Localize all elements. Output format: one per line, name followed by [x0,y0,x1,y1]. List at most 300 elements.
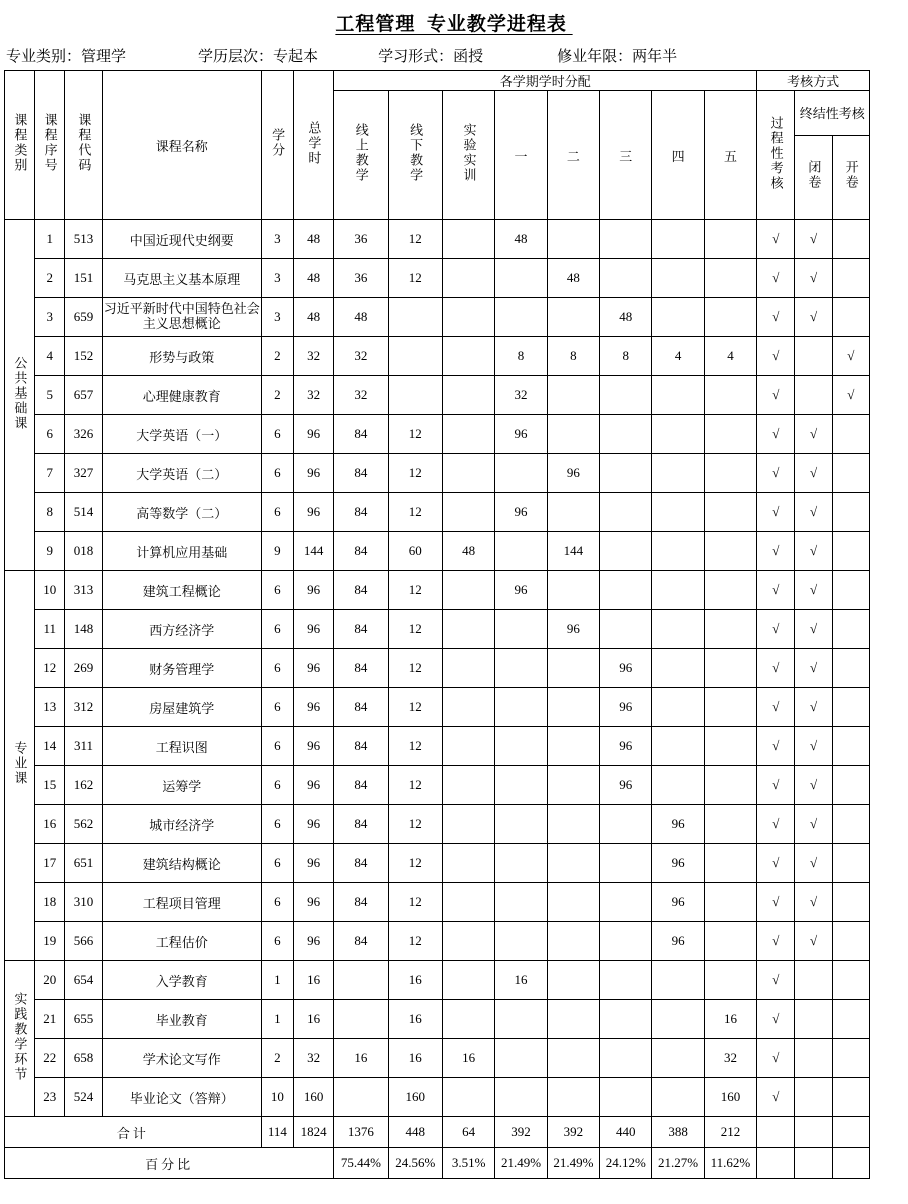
table-row [5,376,870,415]
cell-term-1 [495,844,547,883]
cell-term-5 [704,376,756,415]
cell-term-3 [600,961,652,1000]
cell-online-hours: 32 [334,376,388,415]
cell-open-book [832,844,869,883]
cell-course-no: 7 [35,454,65,493]
cell-term-3 [600,883,652,922]
percent-exp: 3.51% [442,1148,494,1179]
cell-experiment-hours [442,922,494,961]
cell-process-assessment: √ [757,1078,795,1117]
cell-online-hours: 16 [334,1039,388,1078]
cell-term-3 [600,1078,652,1117]
cell-term-3: 96 [600,649,652,688]
table-row [5,532,870,571]
cell-course-code: 659 [65,298,102,337]
cell-credits: 6 [261,688,293,727]
cell-term-4 [652,610,704,649]
cell-term-3 [600,922,652,961]
cell-credits: 6 [261,922,293,961]
percent-row [5,1148,870,1179]
cell-online-hours [334,961,388,1000]
cell-term-4 [652,727,704,766]
cell-term-2: 8 [547,337,599,376]
category-practice [5,961,35,1117]
cell-credits: 2 [261,337,293,376]
cell-term-1 [495,649,547,688]
cell-course-name: 学术论文写作 [102,1039,261,1078]
cell-term-1: 32 [495,376,547,415]
cell-course-code: 513 [65,220,102,259]
cell-offline-hours: 12 [388,454,442,493]
cell-open-book [832,1000,869,1039]
cell-offline-hours: 16 [388,961,442,1000]
cell-total-hours: 32 [293,1039,333,1078]
cell-online-hours: 84 [334,805,388,844]
header-experiment-text: 实验实训 [461,123,477,183]
table-row [5,688,870,727]
cell-experiment-hours [442,454,494,493]
cell-course-no: 14 [35,727,65,766]
header-course-code-text: 课程代码 [76,113,92,173]
cell-term-3 [600,220,652,259]
cell-term-2 [547,415,599,454]
cell-term-2: 144 [547,532,599,571]
cell-course-name: 习近平新时代中国特色社会主义思想概论 [102,298,261,337]
header-row-1 [5,71,870,91]
cell-term-3 [600,415,652,454]
cell-process-assessment: √ [757,688,795,727]
cell-closed-book: √ [795,298,832,337]
cell-process-assessment: √ [757,532,795,571]
header-closed-book [795,135,832,220]
cell-term-1 [495,805,547,844]
cell-process-assessment: √ [757,376,795,415]
page-title: 工程管理 专业教学进程表 [335,13,573,35]
cell-experiment-hours [442,337,494,376]
cell-term-3 [600,805,652,844]
percent-t1: 21.49% [495,1148,547,1179]
cell-open-book [832,220,869,259]
header-assessment-group: 考核方式 [757,71,870,91]
cell-total-hours: 96 [293,649,333,688]
cell-experiment-hours [442,844,494,883]
cell-term-5 [704,220,756,259]
header-term-1: 一 [495,91,547,220]
cell-total-hours: 96 [293,766,333,805]
cell-term-3 [600,493,652,532]
cell-term-2 [547,298,599,337]
level-value: 专起本 [273,48,319,65]
cell-term-3 [600,844,652,883]
cell-course-code: 327 [65,454,102,493]
cell-closed-book: √ [795,454,832,493]
cell-offline-hours: 12 [388,220,442,259]
cell-closed-book: √ [795,922,832,961]
cell-process-assessment: √ [757,1000,795,1039]
cell-experiment-hours [442,415,494,454]
cell-term-4: 4 [652,337,704,376]
cell-online-hours: 32 [334,337,388,376]
cell-course-name: 中国近现代史纲要 [102,220,261,259]
cell-open-book [832,454,869,493]
cell-process-assessment: √ [757,571,795,610]
cell-course-no: 20 [35,961,65,1000]
cell-total-hours: 96 [293,844,333,883]
cell-total-hours: 96 [293,415,333,454]
cell-credits: 6 [261,805,293,844]
cell-course-name: 工程项目管理 [102,883,261,922]
summary-t3: 440 [600,1117,652,1148]
cell-closed-book [795,1078,832,1117]
cell-term-5 [704,961,756,1000]
cell-term-2 [547,493,599,532]
summary-online: 1376 [334,1117,388,1148]
cell-online-hours: 84 [334,688,388,727]
cell-total-hours: 96 [293,805,333,844]
cell-term-2 [547,766,599,805]
cell-total-hours: 96 [293,688,333,727]
cell-offline-hours: 12 [388,922,442,961]
cell-open-book [832,805,869,844]
header-course-name: 课程名称 [102,71,261,220]
cell-process-assessment: √ [757,220,795,259]
cell-process-assessment: √ [757,961,795,1000]
cell-term-5: 4 [704,337,756,376]
cell-course-no: 18 [35,883,65,922]
cell-experiment-hours [442,805,494,844]
cell-course-name: 财务管理学 [102,649,261,688]
cell-course-no: 22 [35,1039,65,1078]
cell-credits: 1 [261,961,293,1000]
cell-course-no: 17 [35,844,65,883]
cell-total-hours: 16 [293,961,333,1000]
cell-offline-hours: 60 [388,532,442,571]
cell-course-code: 562 [65,805,102,844]
percent-offline: 24.56% [388,1148,442,1179]
cell-course-name: 城市经济学 [102,805,261,844]
cell-total-hours: 96 [293,922,333,961]
header-online-teaching [334,91,388,220]
cell-term-3: 8 [600,337,652,376]
cell-term-5 [704,727,756,766]
cell-term-2 [547,220,599,259]
cell-term-3 [600,610,652,649]
cell-closed-book [795,337,832,376]
cell-course-name: 形势与政策 [102,337,261,376]
cell-process-assessment: √ [757,727,795,766]
cell-course-name: 毕业教育 [102,1000,261,1039]
cell-term-2 [547,727,599,766]
cell-offline-hours: 16 [388,1000,442,1039]
cell-course-code: 311 [65,727,102,766]
header-course-no [35,71,65,220]
table-row [5,922,870,961]
cell-term-2: 48 [547,259,599,298]
cell-credits: 6 [261,454,293,493]
table-row [5,649,870,688]
cell-total-hours: 16 [293,1000,333,1039]
cell-closed-book: √ [795,493,832,532]
cell-total-hours: 96 [293,727,333,766]
cell-term-3: 96 [600,688,652,727]
cell-term-2 [547,571,599,610]
cell-term-1: 16 [495,961,547,1000]
table-row [5,454,870,493]
cell-term-5 [704,298,756,337]
table-row [5,1039,870,1078]
cell-term-2 [547,1078,599,1117]
cell-term-1 [495,1078,547,1117]
summary-t2: 392 [547,1117,599,1148]
cell-closed-book: √ [795,220,832,259]
header-term-group: 各学期学时分配 [334,71,757,91]
cell-term-4 [652,376,704,415]
cell-open-book [832,727,869,766]
cell-term-5 [704,571,756,610]
cell-closed-book: √ [795,727,832,766]
title-row [0,0,908,40]
cell-course-name: 建筑结构概论 [102,844,261,883]
cell-term-5 [704,922,756,961]
cell-online-hours: 84 [334,883,388,922]
cell-offline-hours [388,298,442,337]
summary-t5: 212 [704,1117,756,1148]
cell-course-name: 大学英语（一） [102,415,261,454]
cell-term-4: 96 [652,883,704,922]
summary-closed-book [795,1117,832,1148]
summary-exp: 64 [442,1117,494,1148]
cell-closed-book [795,1039,832,1078]
cell-online-hours: 84 [334,532,388,571]
header-open-book [832,135,869,220]
cell-course-no: 12 [35,649,65,688]
header-term-2: 二 [547,91,599,220]
cell-term-1 [495,532,547,571]
percent-process-assessment [757,1148,795,1179]
cell-online-hours: 84 [334,727,388,766]
cell-closed-book: √ [795,649,832,688]
table-row [5,1078,870,1117]
table-row [5,805,870,844]
cell-term-3 [600,571,652,610]
cell-term-1: 96 [495,493,547,532]
cell-online-hours: 36 [334,220,388,259]
cell-credits: 3 [261,220,293,259]
percent-t3: 24.12% [600,1148,652,1179]
cell-online-hours: 36 [334,259,388,298]
cell-term-1 [495,766,547,805]
cell-term-5: 32 [704,1039,756,1078]
cell-online-hours: 84 [334,415,388,454]
cell-closed-book [795,961,832,1000]
cell-open-book [832,415,869,454]
cell-experiment-hours: 48 [442,532,494,571]
cell-term-1: 48 [495,220,547,259]
cell-term-1 [495,1000,547,1039]
cell-term-4 [652,766,704,805]
cell-credits: 6 [261,493,293,532]
cell-course-no: 13 [35,688,65,727]
cell-online-hours: 84 [334,454,388,493]
cell-term-5 [704,649,756,688]
cell-term-4 [652,298,704,337]
header-final-group: 终结性考核 [795,91,870,136]
cell-term-1 [495,688,547,727]
cell-term-1 [495,922,547,961]
cell-total-hours: 48 [293,298,333,337]
header-credits-text: 学分 [270,128,286,158]
header-process-assessment [757,91,795,220]
cell-course-name: 建筑工程概论 [102,571,261,610]
cell-total-hours: 160 [293,1078,333,1117]
cell-term-1 [495,610,547,649]
percent-label: 百分比 [5,1148,334,1179]
cell-course-name: 马克思主义基本原理 [102,259,261,298]
cell-experiment-hours [442,1000,494,1039]
cell-experiment-hours [442,610,494,649]
cell-experiment-hours [442,259,494,298]
cell-credits: 6 [261,610,293,649]
cell-online-hours [334,1078,388,1117]
cell-term-5 [704,688,756,727]
cell-term-2 [547,1039,599,1078]
cell-total-hours: 96 [293,454,333,493]
cell-open-book [832,883,869,922]
cell-course-no: 3 [35,298,65,337]
cell-term-1 [495,883,547,922]
cell-closed-book: √ [795,688,832,727]
category-public_base-text: 公共基础课 [12,355,28,431]
cell-online-hours: 84 [334,610,388,649]
cell-process-assessment: √ [757,844,795,883]
cell-offline-hours [388,376,442,415]
cell-term-5 [704,259,756,298]
cell-term-4 [652,688,704,727]
table-row [5,1000,870,1039]
cell-open-book [832,1039,869,1078]
cell-course-no: 15 [35,766,65,805]
cell-course-name: 高等数学（二） [102,493,261,532]
header-closed-book-text: 闭卷 [806,160,822,191]
table-row [5,727,870,766]
header-experiment [442,91,494,220]
summary-label: 合计 [5,1117,262,1148]
cell-term-2: 96 [547,454,599,493]
cell-term-2 [547,922,599,961]
category-practice-text: 实践教学环节 [12,991,28,1082]
cell-process-assessment: √ [757,415,795,454]
cell-online-hours: 84 [334,571,388,610]
cell-course-code: 655 [65,1000,102,1039]
cell-total-hours: 48 [293,220,333,259]
cell-experiment-hours: 16 [442,1039,494,1078]
cell-process-assessment: √ [757,883,795,922]
cell-offline-hours: 12 [388,571,442,610]
cell-total-hours: 32 [293,337,333,376]
cell-course-no: 21 [35,1000,65,1039]
cell-course-code: 514 [65,493,102,532]
cell-course-code: 162 [65,766,102,805]
cell-term-2 [547,1000,599,1039]
cell-course-name: 毕业论文（答辩） [102,1078,261,1117]
header-term-4: 四 [652,91,704,220]
cell-term-4 [652,493,704,532]
cell-term-4 [652,1000,704,1039]
cell-closed-book: √ [795,259,832,298]
cell-experiment-hours [442,1078,494,1117]
cell-offline-hours [388,337,442,376]
major-category-value: 管理学 [81,48,127,65]
cell-term-3: 96 [600,766,652,805]
cell-course-code: 312 [65,688,102,727]
cell-online-hours: 48 [334,298,388,337]
table-row [5,220,870,259]
percent-online: 75.44% [334,1148,388,1179]
cell-process-assessment: √ [757,649,795,688]
cell-open-book [832,532,869,571]
cell-term-5: 16 [704,1000,756,1039]
cell-course-name: 西方经济学 [102,610,261,649]
cell-offline-hours: 12 [388,610,442,649]
cell-term-4 [652,220,704,259]
cell-term-5 [704,415,756,454]
cell-term-4: 96 [652,922,704,961]
cell-term-4 [652,532,704,571]
cell-closed-book: √ [795,532,832,571]
cell-course-code: 269 [65,649,102,688]
header-open-book-text: 开卷 [843,160,859,191]
cell-term-1: 96 [495,571,547,610]
cell-course-code: 152 [65,337,102,376]
cell-term-1 [495,298,547,337]
header-course-category-text: 课程类别 [12,113,28,173]
table-row [5,961,870,1000]
cell-course-name: 工程估价 [102,922,261,961]
cell-experiment-hours [442,298,494,337]
cell-process-assessment: √ [757,493,795,532]
cell-term-3 [600,1039,652,1078]
cell-offline-hours: 12 [388,688,442,727]
cell-course-no: 5 [35,376,65,415]
cell-course-code: 148 [65,610,102,649]
cell-course-code: 018 [65,532,102,571]
cell-term-3 [600,376,652,415]
cell-process-assessment: √ [757,259,795,298]
cell-offline-hours: 12 [388,259,442,298]
summary-row [5,1117,870,1148]
header-process-assessment-text: 过程性考核 [768,115,784,191]
table-row [5,259,870,298]
cell-course-name: 计算机应用基础 [102,532,261,571]
cell-credits: 6 [261,883,293,922]
cell-credits: 10 [261,1078,293,1117]
cell-experiment-hours [442,649,494,688]
cell-term-2 [547,649,599,688]
cell-term-1: 8 [495,337,547,376]
cell-term-3 [600,259,652,298]
curriculum-table [4,70,870,1179]
cell-term-3 [600,532,652,571]
category-public_base [5,220,35,571]
header-course-no-text: 课程序号 [42,113,58,173]
table-row [5,298,870,337]
cell-term-5 [704,454,756,493]
cell-total-hours: 144 [293,532,333,571]
cell-course-no: 6 [35,415,65,454]
cell-open-book: √ [832,376,869,415]
cell-course-code: 313 [65,571,102,610]
cell-term-5: 160 [704,1078,756,1117]
